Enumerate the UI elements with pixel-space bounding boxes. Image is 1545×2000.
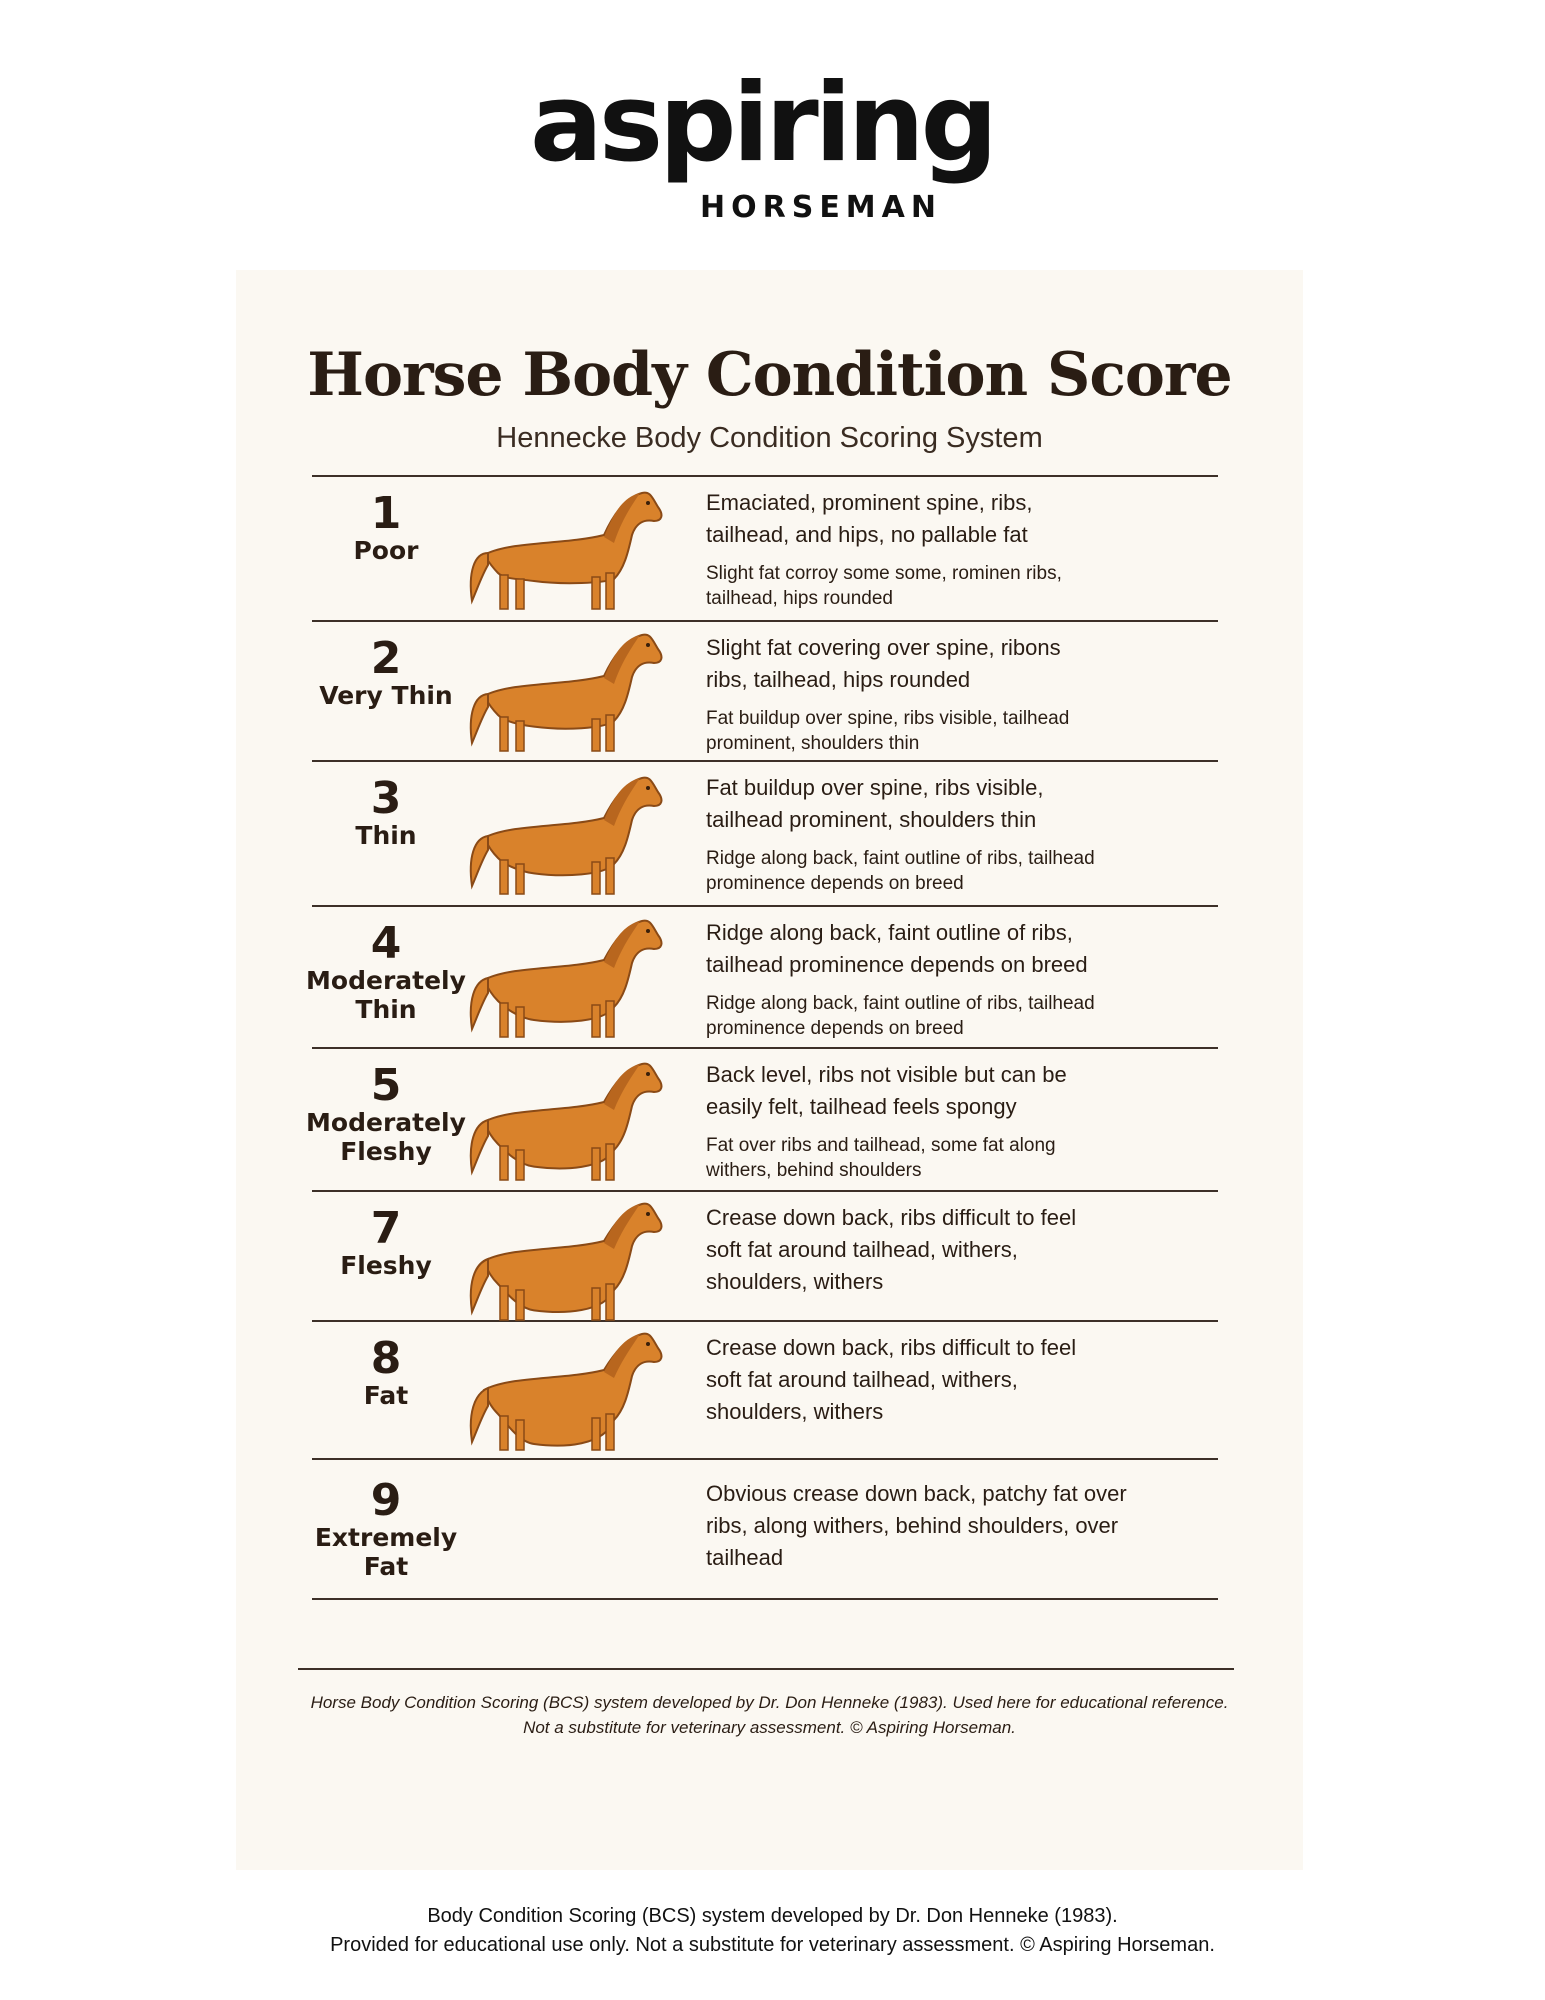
row-divider <box>312 1458 1218 1460</box>
score-description <box>706 772 1096 896</box>
description-main: Crease down back, ribs difficult to feel soft fat around tailhead, withers, shoulders, withers <box>706 1205 1077 1294</box>
horse-illustration <box>454 1054 669 1188</box>
score-number: 1 <box>370 488 402 539</box>
description-detail: Fat buildup over spine, ribs visible, tailhead prominent, shoulders thin <box>706 708 1070 754</box>
score-number: 5 <box>370 1060 402 1111</box>
footer-line-1: Body Condition Scoring (BCS) system developed by Dr. Don Henneke (1983). <box>427 1905 1118 1927</box>
score-description <box>706 487 1096 611</box>
horse-icon <box>454 483 669 613</box>
score-number: 9 <box>370 1475 402 1526</box>
row-divider <box>312 1047 1218 1049</box>
score-label <box>296 1475 476 1582</box>
score-category: Thin <box>355 821 417 851</box>
page-title: Horse Body Condition Score <box>307 340 1232 410</box>
score-label <box>296 488 476 566</box>
score-category: Moderately Thin <box>306 966 466 1024</box>
brand-logo <box>0 61 1545 230</box>
horse-icon <box>454 768 669 898</box>
row-divider <box>312 1190 1218 1192</box>
score-description <box>706 1478 1166 1574</box>
description-main: Back level, ribs not visible but can be easily felt, tailhead feels spongy <box>706 1062 1067 1119</box>
row-divider <box>312 1598 1218 1600</box>
horse-icon <box>454 1324 669 1454</box>
description-detail: Ridge along back, faint outline of ribs, tailhead prominence depends on breed <box>706 993 1095 1039</box>
score-category: Extremely Fat <box>314 1523 458 1581</box>
score-description <box>706 1059 1096 1183</box>
score-number: 8 <box>370 1333 402 1384</box>
source-note-line-2: Not a substitute for veterinary assessment. © Aspiring Horseman. <box>523 1718 1016 1737</box>
score-description <box>706 1202 1096 1298</box>
horse-illustration <box>454 1194 669 1328</box>
score-number: 4 <box>370 918 402 969</box>
horse-icon <box>454 625 669 755</box>
score-label <box>296 1333 476 1411</box>
note-divider <box>298 1668 1234 1670</box>
horse-illustration <box>454 768 669 902</box>
horse-illustration <box>454 1324 669 1458</box>
horse-icon <box>454 911 669 1041</box>
score-label <box>296 918 476 1025</box>
score-label <box>296 773 476 851</box>
description-main: Slight fat covering over spine, ribons ribs, tailhead, hips rounded <box>706 635 1061 692</box>
horse-illustration <box>454 625 669 759</box>
description-detail: Ridge along back, faint outline of ribs, tailhead prominence depends on breed <box>706 848 1095 894</box>
description-detail: Slight fat corroy some some, rominen ribs, tailhead, hips rounded <box>706 563 1062 609</box>
score-description <box>706 632 1096 756</box>
score-number: 2 <box>370 633 402 684</box>
description-detail: Fat over ribs and tailhead, some fat along withers, behind shoulders <box>706 1135 1056 1181</box>
bcs-chart-card <box>236 270 1303 1870</box>
source-note-line-1: Horse Body Condition Scoring (BCS) system developed by Dr. Don Henneke (1983). Used here for educational reference. <box>310 1693 1229 1712</box>
score-description <box>706 1332 1096 1428</box>
page-footer <box>0 1902 1545 1960</box>
score-number: 7 <box>370 1203 402 1254</box>
score-category: Fat <box>363 1381 409 1411</box>
horse-illustration <box>454 911 669 1045</box>
description-main: Ridge along back, faint outline of ribs, tailhead prominence depends on breed <box>706 920 1088 977</box>
row-divider <box>312 475 1218 477</box>
footer-line-2: Provided for educational use only. Not a substitute for veterinary assessment. © Aspiring Horseman. <box>330 1934 1215 1956</box>
score-category: Moderately Fleshy <box>306 1108 466 1166</box>
logo-wordmark: aspiring <box>530 61 994 186</box>
description-main: Fat buildup over spine, ribs visible, tailhead prominent, shoulders thin <box>706 775 1044 832</box>
horse-illustration <box>454 483 669 617</box>
score-label <box>296 1060 476 1167</box>
row-divider <box>312 760 1218 762</box>
score-number: 3 <box>370 773 402 824</box>
score-category: Very Thin <box>319 681 453 711</box>
row-divider <box>312 620 1218 622</box>
description-main: Emaciated, prominent spine, ribs, tailhead, and hips, no pallable fat <box>706 490 1033 547</box>
page-subtitle: Hennecke Body Condition Scoring System <box>496 422 1043 454</box>
logo-subtitle: HORSEMAN <box>700 190 942 225</box>
score-category: Poor <box>353 536 419 566</box>
score-label <box>296 1203 476 1281</box>
score-category: Fleshy <box>340 1251 432 1281</box>
description-main: Obvious crease down back, patchy fat over ribs, along withers, behind shoulders, over tailhead <box>706 1481 1127 1570</box>
score-description <box>706 917 1096 1041</box>
score-label <box>296 633 476 711</box>
row-divider <box>312 905 1218 907</box>
description-main: Crease down back, ribs difficult to feel soft fat around tailhead, withers, shoulders, withers <box>706 1335 1077 1424</box>
row-divider <box>312 1320 1218 1322</box>
source-note <box>236 1690 1303 1740</box>
horse-icon <box>454 1054 669 1184</box>
horse-icon <box>454 1194 669 1324</box>
